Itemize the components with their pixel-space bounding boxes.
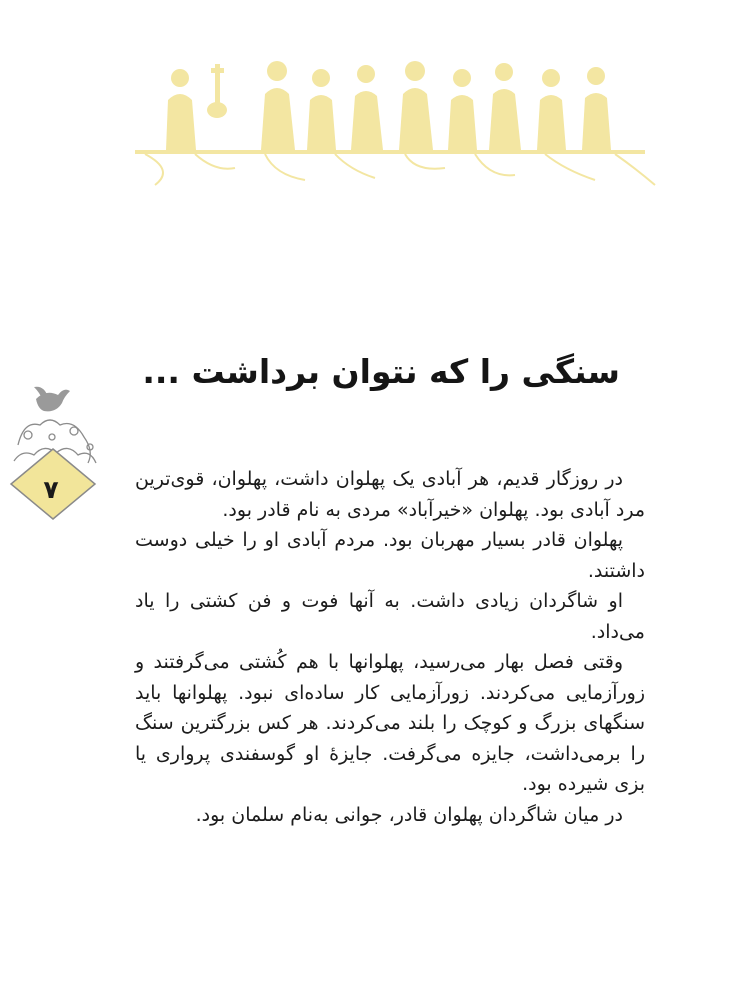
chapter-title: سنگی را که نتوان برداشت ... xyxy=(142,352,620,391)
paragraph: وقتی فصل بهار می‌رسید، پهلوانها با هم کُشتی می‌گرفتند و زورآزمایی می‌کردند. زورآزمایی کار ساده‌ای نبود. پهلوانها باید سنگهای بزرگ و کوچک را بلند می‌کردند. هر کس بزرگترین سنگ را برمی‌داشت، جایزه می‌گرفت. جایزهٔ او گوسفندی پرواری یا بزی شیرده بود. xyxy=(135,651,645,795)
chapter-number: ۷ xyxy=(43,475,59,504)
paragraph: پهلوان قادر بسیار مهربان بود. مردم آبادی او را خیلی دوست داشتند. xyxy=(135,529,645,582)
paragraph: در میان شاگردان پهلوان قادر، جوانی به‌نام سلمان بود. xyxy=(195,803,623,826)
header-illustration xyxy=(115,40,665,190)
paragraph: در روزگار قدیم، هر آبادی یک پهلوان داشت، پهلوان، قوی‌ترین مرد آبادی بود. پهلوان «خیرآباد» مردی به نام قادر بود. xyxy=(135,468,645,521)
paragraph: او شاگردان زیادی داشت. به آنها فوت و فن کشتی را یاد می‌داد. xyxy=(135,590,645,643)
bird-icon xyxy=(34,387,70,412)
story-body xyxy=(135,464,645,830)
